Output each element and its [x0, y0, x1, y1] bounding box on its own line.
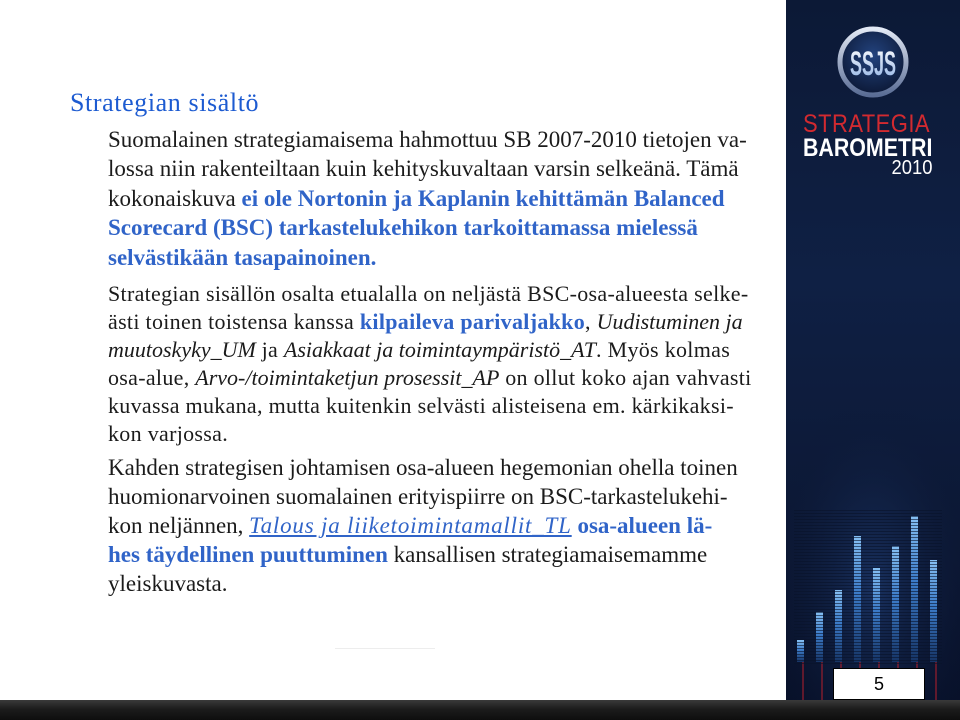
text-run: kon varjossa.	[108, 421, 228, 446]
text-line	[108, 280, 752, 308]
emphasis-run: selvästikään tasapainoinen.	[108, 244, 377, 270]
logo-text: SSJS	[850, 45, 896, 83]
text-line	[108, 243, 747, 272]
emphasis-run: osa-alueen lä-	[571, 513, 713, 538]
text-run: ,	[585, 309, 597, 334]
text-run: Suomalainen strategiamaisema hahmottuu SB 2007-2010 tietojen va-	[108, 127, 747, 152]
emphasis-run: hes täydellinen puuttuminen	[108, 542, 388, 567]
italic-run: Uudistuminen ja	[596, 309, 743, 334]
text-run: kuvassa mukana, mutta kuitenkin selvästi alisteisena em. kärkikaksi-	[108, 393, 734, 418]
text-run: kansallisen strategiamaisemamme	[387, 542, 708, 567]
emphasis-run: ei ole Nortonin ja Kaplanin kehittämän Balanced	[241, 185, 725, 211]
text-line	[108, 511, 738, 540]
italic-run: Asiakkaat ja toimintaympäristö_AT	[283, 337, 596, 362]
bar-texture	[794, 510, 942, 665]
text-run: Strategian sisällön osalta etualalla on neljästä BSC-osa-alueesta selke-	[108, 281, 749, 306]
slide-title: Strategian sisältö	[70, 88, 260, 117]
text-run: Kahden strategisen johtamisen osa-alueen hegemonian ohella toinen	[108, 455, 738, 480]
brand-barometri: BAROMETRI	[803, 134, 933, 162]
text-line	[108, 336, 752, 364]
text-line	[108, 569, 738, 598]
text-run: yleiskuvasta.	[108, 571, 228, 596]
emphasis-run: Scorecard (BSC) tarkastelukehikon tarkoittamassa mielessä	[108, 215, 698, 241]
text-line	[108, 154, 747, 183]
brand-sidebar	[786, 0, 960, 700]
text-line	[108, 392, 752, 420]
text-run: on ollut koko ajan vahvasti	[499, 365, 752, 390]
text-line	[108, 184, 747, 213]
text-run: kon neljännen,	[108, 513, 250, 538]
paragraph-3	[108, 453, 738, 598]
brand-year: 2010	[891, 157, 932, 179]
italic-run: Arvo-/toimintaketjun prosessit_AP	[195, 365, 500, 390]
italic-run: muutoskyky_UM	[108, 337, 256, 362]
text-line	[108, 420, 752, 448]
sidebar-artwork	[786, 0, 960, 700]
text-line	[108, 540, 738, 569]
text-line	[108, 364, 752, 392]
text-line	[108, 213, 747, 242]
text-line	[108, 308, 752, 336]
page-number: 5	[833, 668, 925, 700]
paragraph-1	[108, 125, 747, 272]
underlined-emphasis-run: Talous ja liiketoimintamallit_TL	[249, 513, 572, 538]
text-run: . Myös kolmas	[595, 337, 731, 362]
text-run: ja	[255, 337, 284, 362]
emphasis-run: kilpaileva parivaljakko	[359, 309, 585, 334]
paragraph-2	[108, 280, 752, 448]
bottom-band	[0, 700, 960, 720]
text-run: kokonaiskuva	[108, 185, 242, 211]
text-line	[108, 453, 738, 482]
text-run: lossa niin rakenteiltaan kuin kehityskuvaltaan varsin selkeänä. Tämä	[108, 156, 739, 182]
text-line	[108, 125, 747, 154]
ssjs-logo	[840, 29, 906, 95]
text-run: ästi toinen toistensa kanssa	[108, 309, 360, 334]
brand-strategia: STRATEGIA	[803, 110, 931, 138]
text-line	[108, 482, 738, 511]
faint-divider	[335, 648, 435, 649]
text-run: osa-alue,	[108, 365, 196, 390]
text-run: huomionarvoinen suomalainen erityispiirre on BSC-tarkastelukehi-	[108, 484, 728, 509]
